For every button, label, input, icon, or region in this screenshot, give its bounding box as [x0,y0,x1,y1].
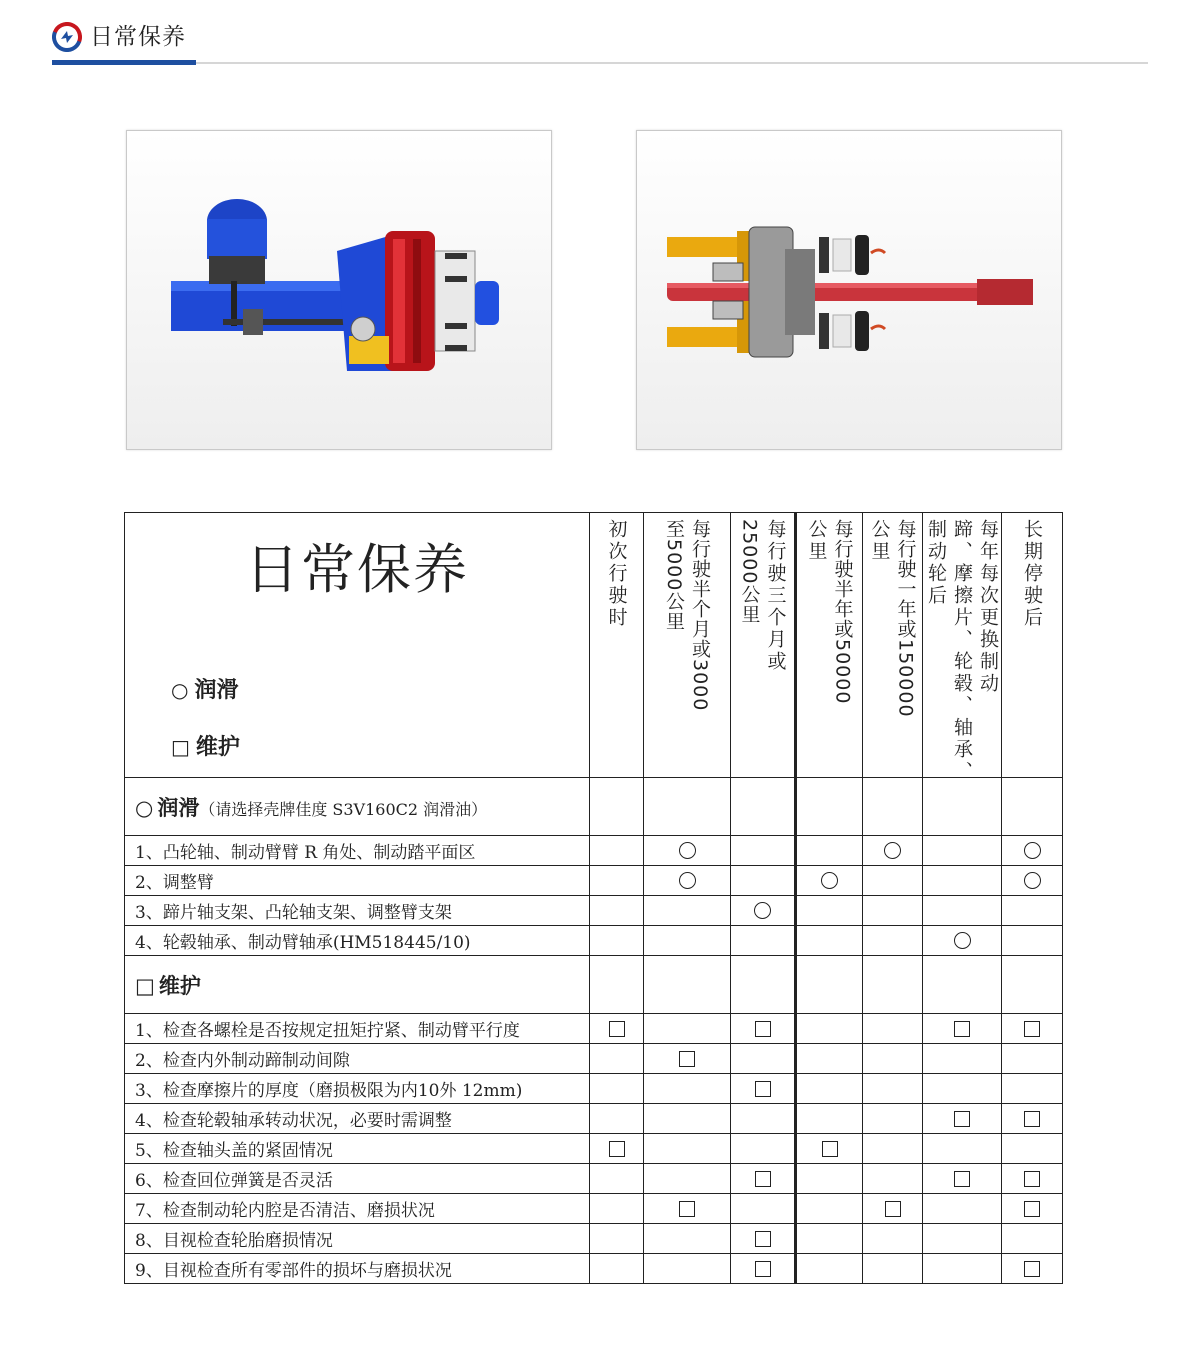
column-header-text: 至5000公里 [663,519,685,632]
schedule-cell [644,1254,731,1284]
schedule-cell [644,1164,731,1194]
schedule-cell [796,1164,863,1194]
schedule-cell [796,1224,863,1254]
schedule-cell [731,1104,796,1134]
schedule-cell [923,1044,1002,1074]
maintain-mark-icon [755,1261,771,1277]
task-text: 4、检查轮毂轴承转动状况，必要时需调整 [135,1111,452,1131]
schedule-cell [923,1134,1002,1164]
schedule-cell [923,1014,1002,1044]
column-header-text: 长期停驶后 [1021,519,1043,629]
schedule-cell [644,926,731,956]
schedule-cell [796,1074,863,1104]
schedule-cell [644,1014,731,1044]
table-row [125,1104,1063,1134]
maintain-mark-icon [954,1021,970,1037]
maintain-mark-icon [755,1081,771,1097]
task-cell [125,866,590,896]
column-header-3 [731,513,796,778]
schedule-cell [863,1014,923,1044]
task-text: 1、检查各螺栓是否按规定扭矩拧紧、制动臂平行度 [135,1021,520,1041]
empty-cell [590,956,644,1014]
section-title [125,956,590,1014]
table-row [125,1134,1063,1164]
task-text: 2、检查内外制动蹄制动间隙 [135,1051,350,1071]
task-cell [125,1164,590,1194]
maintain-mark-icon [1024,1021,1040,1037]
schedule-cell [1002,866,1063,896]
maintain-mark-icon [679,1051,695,1067]
empty-cell [863,778,923,836]
task-text: 3、检查摩擦片的厚度（磨损极限为内10外 12mm) [135,1081,523,1101]
schedule-cell [796,1194,863,1224]
table-row [125,1044,1063,1074]
schedule-cell [1002,1194,1063,1224]
lubricate-mark-icon [679,872,696,889]
maintain-mark-icon [609,1021,625,1037]
schedule-cell [590,1134,644,1164]
table-row [125,1014,1063,1044]
table-row [125,896,1063,926]
schedule-cell [796,1044,863,1074]
schedule-cell [590,1164,644,1194]
schedule-cell [590,1254,644,1284]
column-header-1 [590,513,644,778]
maintain-mark-icon [679,1201,695,1217]
schedule-cell [1002,1014,1063,1044]
task-text: 4、轮毂轴承、制动臂轴承(HM518445/10) [135,933,471,953]
schedule-cell [863,896,923,926]
task-text: 5、检查轴头盖的紧固情况 [135,1141,333,1161]
column-header-text: 蹄、摩擦片、轮毂、轴承、 [951,519,973,783]
task-text: 2、调整臂 [135,873,214,893]
schedule-cell [731,1074,796,1104]
schedule-cell [731,896,796,926]
schedule-cell [1002,1074,1063,1104]
table-row [125,926,1063,956]
legend-maintain [171,730,240,761]
table-row [125,1194,1063,1224]
empty-cell [1002,778,1063,836]
brand-logo-icon [52,22,82,52]
empty-cell [923,778,1002,836]
schedule-cell [644,1134,731,1164]
empty-cell [731,956,796,1014]
column-header-text: 25000公里 [738,519,761,625]
legend-lubricate [171,673,238,704]
maintain-mark-icon [885,1201,901,1217]
maintain-mark-icon [1024,1111,1040,1127]
schedule-cell [923,866,1002,896]
page-header [52,18,1148,66]
schedule-cell [644,1074,731,1104]
schedule-cell [863,1224,923,1254]
column-header-text: 制动轮后 [925,519,947,607]
maintain-mark-icon [1024,1261,1040,1277]
column-header-text: 每行驶半个月或3000 [689,519,711,712]
page-title: 日常保养 [90,24,186,50]
task-text: 3、蹄片轴支架、凸轮轴支架、调整臂支架 [135,903,452,923]
lubricate-mark-icon [1024,842,1041,859]
task-cell [125,1194,590,1224]
task-text: 7、检查制动轮内腔是否清洁、磨损状况 [135,1201,435,1221]
task-text: 8、目视检查轮胎磨损情况 [135,1231,333,1251]
table-title-cell [125,513,590,778]
schedule-cell [863,926,923,956]
section-header-row [125,778,1063,836]
lubricate-mark-icon [1024,872,1041,889]
maintenance-schedule-table [124,512,1063,1284]
schedule-cell [796,1134,863,1164]
schedule-cell [590,1194,644,1224]
column-header-5 [863,513,923,778]
schedule-cell [796,896,863,926]
task-cell [125,836,590,866]
schedule-cell [731,926,796,956]
task-text: 1、凸轮轴、制动臂臂 R 角处、制动踏平面区 [135,843,476,863]
schedule-cell [796,1104,863,1134]
task-cell [125,1044,590,1074]
column-header-text: 每行驶半年或50000 [831,519,854,705]
schedule-cell [923,1224,1002,1254]
column-header-2 [644,513,731,778]
schedule-cell [923,836,1002,866]
schedule-cell [644,896,731,926]
column-header-text: 每行驶三个月或 [764,519,787,673]
schedule-cell [731,836,796,866]
lubricate-mark-icon [754,902,771,919]
column-header-text: 公里 [868,519,891,563]
empty-cell [923,956,1002,1014]
maintain-mark-icon [755,1021,771,1037]
empty-cell [644,956,731,1014]
schedule-cell [731,1014,796,1044]
schedule-cell [1002,1104,1063,1134]
table-header-row [125,513,1063,778]
section-note: （请选择壳牌佳度 S3V160C2 润滑油） [199,799,488,819]
brake-components-exploded-image [636,130,1062,450]
schedule-cell [731,1044,796,1074]
table-row [125,1074,1063,1104]
schedule-cell [590,1074,644,1104]
schedule-cell [731,1224,796,1254]
maintain-mark-icon [609,1141,625,1157]
schedule-cell [590,1224,644,1254]
schedule-cell [731,1254,796,1284]
column-header-text: 每行驶一年或150000 [894,519,917,718]
schedule-cell [923,1104,1002,1134]
empty-cell [590,778,644,836]
table-row [125,836,1063,866]
schedule-cell [644,1044,731,1074]
schedule-cell [590,926,644,956]
schedule-cell [1002,1134,1063,1164]
maintain-mark-icon [755,1171,771,1187]
column-header-text: 公里 [805,519,828,563]
column-header-4 [796,513,863,778]
schedule-cell [590,1104,644,1134]
lubricate-mark-icon [954,932,971,949]
schedule-cell [863,1044,923,1074]
schedule-cell [863,1104,923,1134]
task-cell [125,926,590,956]
task-cell [125,896,590,926]
circle-icon: ○ [171,678,189,702]
schedule-cell [863,1134,923,1164]
empty-cell [863,956,923,1014]
section-header-row [125,956,1063,1014]
schedule-cell [731,1134,796,1164]
schedule-cell [1002,926,1063,956]
schedule-cell [1002,1044,1063,1074]
schedule-cell [923,1194,1002,1224]
maintain-mark-icon [1024,1201,1040,1217]
table-row [125,1224,1063,1254]
empty-cell [1002,956,1063,1014]
header-accent-bar [52,60,196,65]
legend-maintain-label: 维护 [195,735,240,760]
schedule-cell [923,1074,1002,1104]
schedule-cell [590,836,644,866]
column-header-7 [1002,513,1063,778]
column-header-text: 每年每次更换制动 [977,519,999,695]
axle-brake-assembly-image [126,130,552,450]
lubricate-mark-icon [884,842,901,859]
section-label: 维护 [158,973,201,998]
schedule-cell [1002,896,1063,926]
schedule-cell [1002,836,1063,866]
square-icon: □ [171,735,190,759]
schedule-cell [863,1194,923,1224]
schedule-cell [923,896,1002,926]
empty-cell [644,778,731,836]
schedule-grid [124,512,1063,1284]
schedule-cell [590,1044,644,1074]
maintain-mark-icon [954,1111,970,1127]
task-cell [125,1224,590,1254]
schedule-cell [796,866,863,896]
schedule-cell [863,1074,923,1104]
schedule-cell [644,1104,731,1134]
maintain-mark-icon [755,1231,771,1247]
empty-cell [731,778,796,836]
legend-lubricate-label: 润滑 [194,678,239,703]
section-title [125,778,590,836]
empty-cell [796,778,863,836]
task-cell [125,1014,590,1044]
schedule-cell [863,836,923,866]
schedule-cell [1002,1254,1063,1284]
schedule-cell [923,1254,1002,1284]
schedule-cell [590,866,644,896]
empty-cell [796,956,863,1014]
square-icon: □ [135,973,155,998]
header-divider [52,62,1148,64]
lubricate-mark-icon [821,872,838,889]
circle-icon: ○ [135,795,154,820]
task-text: 6、检查回位弹簧是否灵活 [135,1171,333,1191]
column-header-text: 初次行驶时 [605,519,628,629]
schedule-cell [923,926,1002,956]
schedule-cell [644,1224,731,1254]
schedule-cell [644,1194,731,1224]
task-cell [125,1134,590,1164]
schedule-cell [923,1164,1002,1194]
task-cell [125,1074,590,1104]
section-label: 润滑 [157,795,200,820]
schedule-cell [644,866,731,896]
table-row [125,1254,1063,1284]
schedule-cell [796,1014,863,1044]
schedule-cell [796,926,863,956]
table-row [125,1164,1063,1194]
task-cell [125,1254,590,1284]
lubricate-mark-icon [679,842,696,859]
task-text: 9、目视检查所有零部件的损坏与磨损状况 [135,1261,452,1281]
schedule-cell [863,1164,923,1194]
schedule-cell [796,1254,863,1284]
schedule-cell [731,1164,796,1194]
schedule-cell [590,1014,644,1044]
schedule-cell [644,836,731,866]
schedule-cell [863,1254,923,1284]
table-row [125,866,1063,896]
schedule-cell [1002,1224,1063,1254]
schedule-cell [1002,1164,1063,1194]
maintain-mark-icon [954,1171,970,1187]
maintain-mark-icon [822,1141,838,1157]
schedule-cell [796,836,863,866]
table-title: 日常保养 [245,538,469,601]
task-cell [125,1104,590,1134]
maintain-mark-icon [1024,1171,1040,1187]
schedule-cell [863,866,923,896]
column-header-6 [923,513,1002,783]
schedule-cell [590,896,644,926]
schedule-cell [731,866,796,896]
schedule-cell [731,1194,796,1224]
